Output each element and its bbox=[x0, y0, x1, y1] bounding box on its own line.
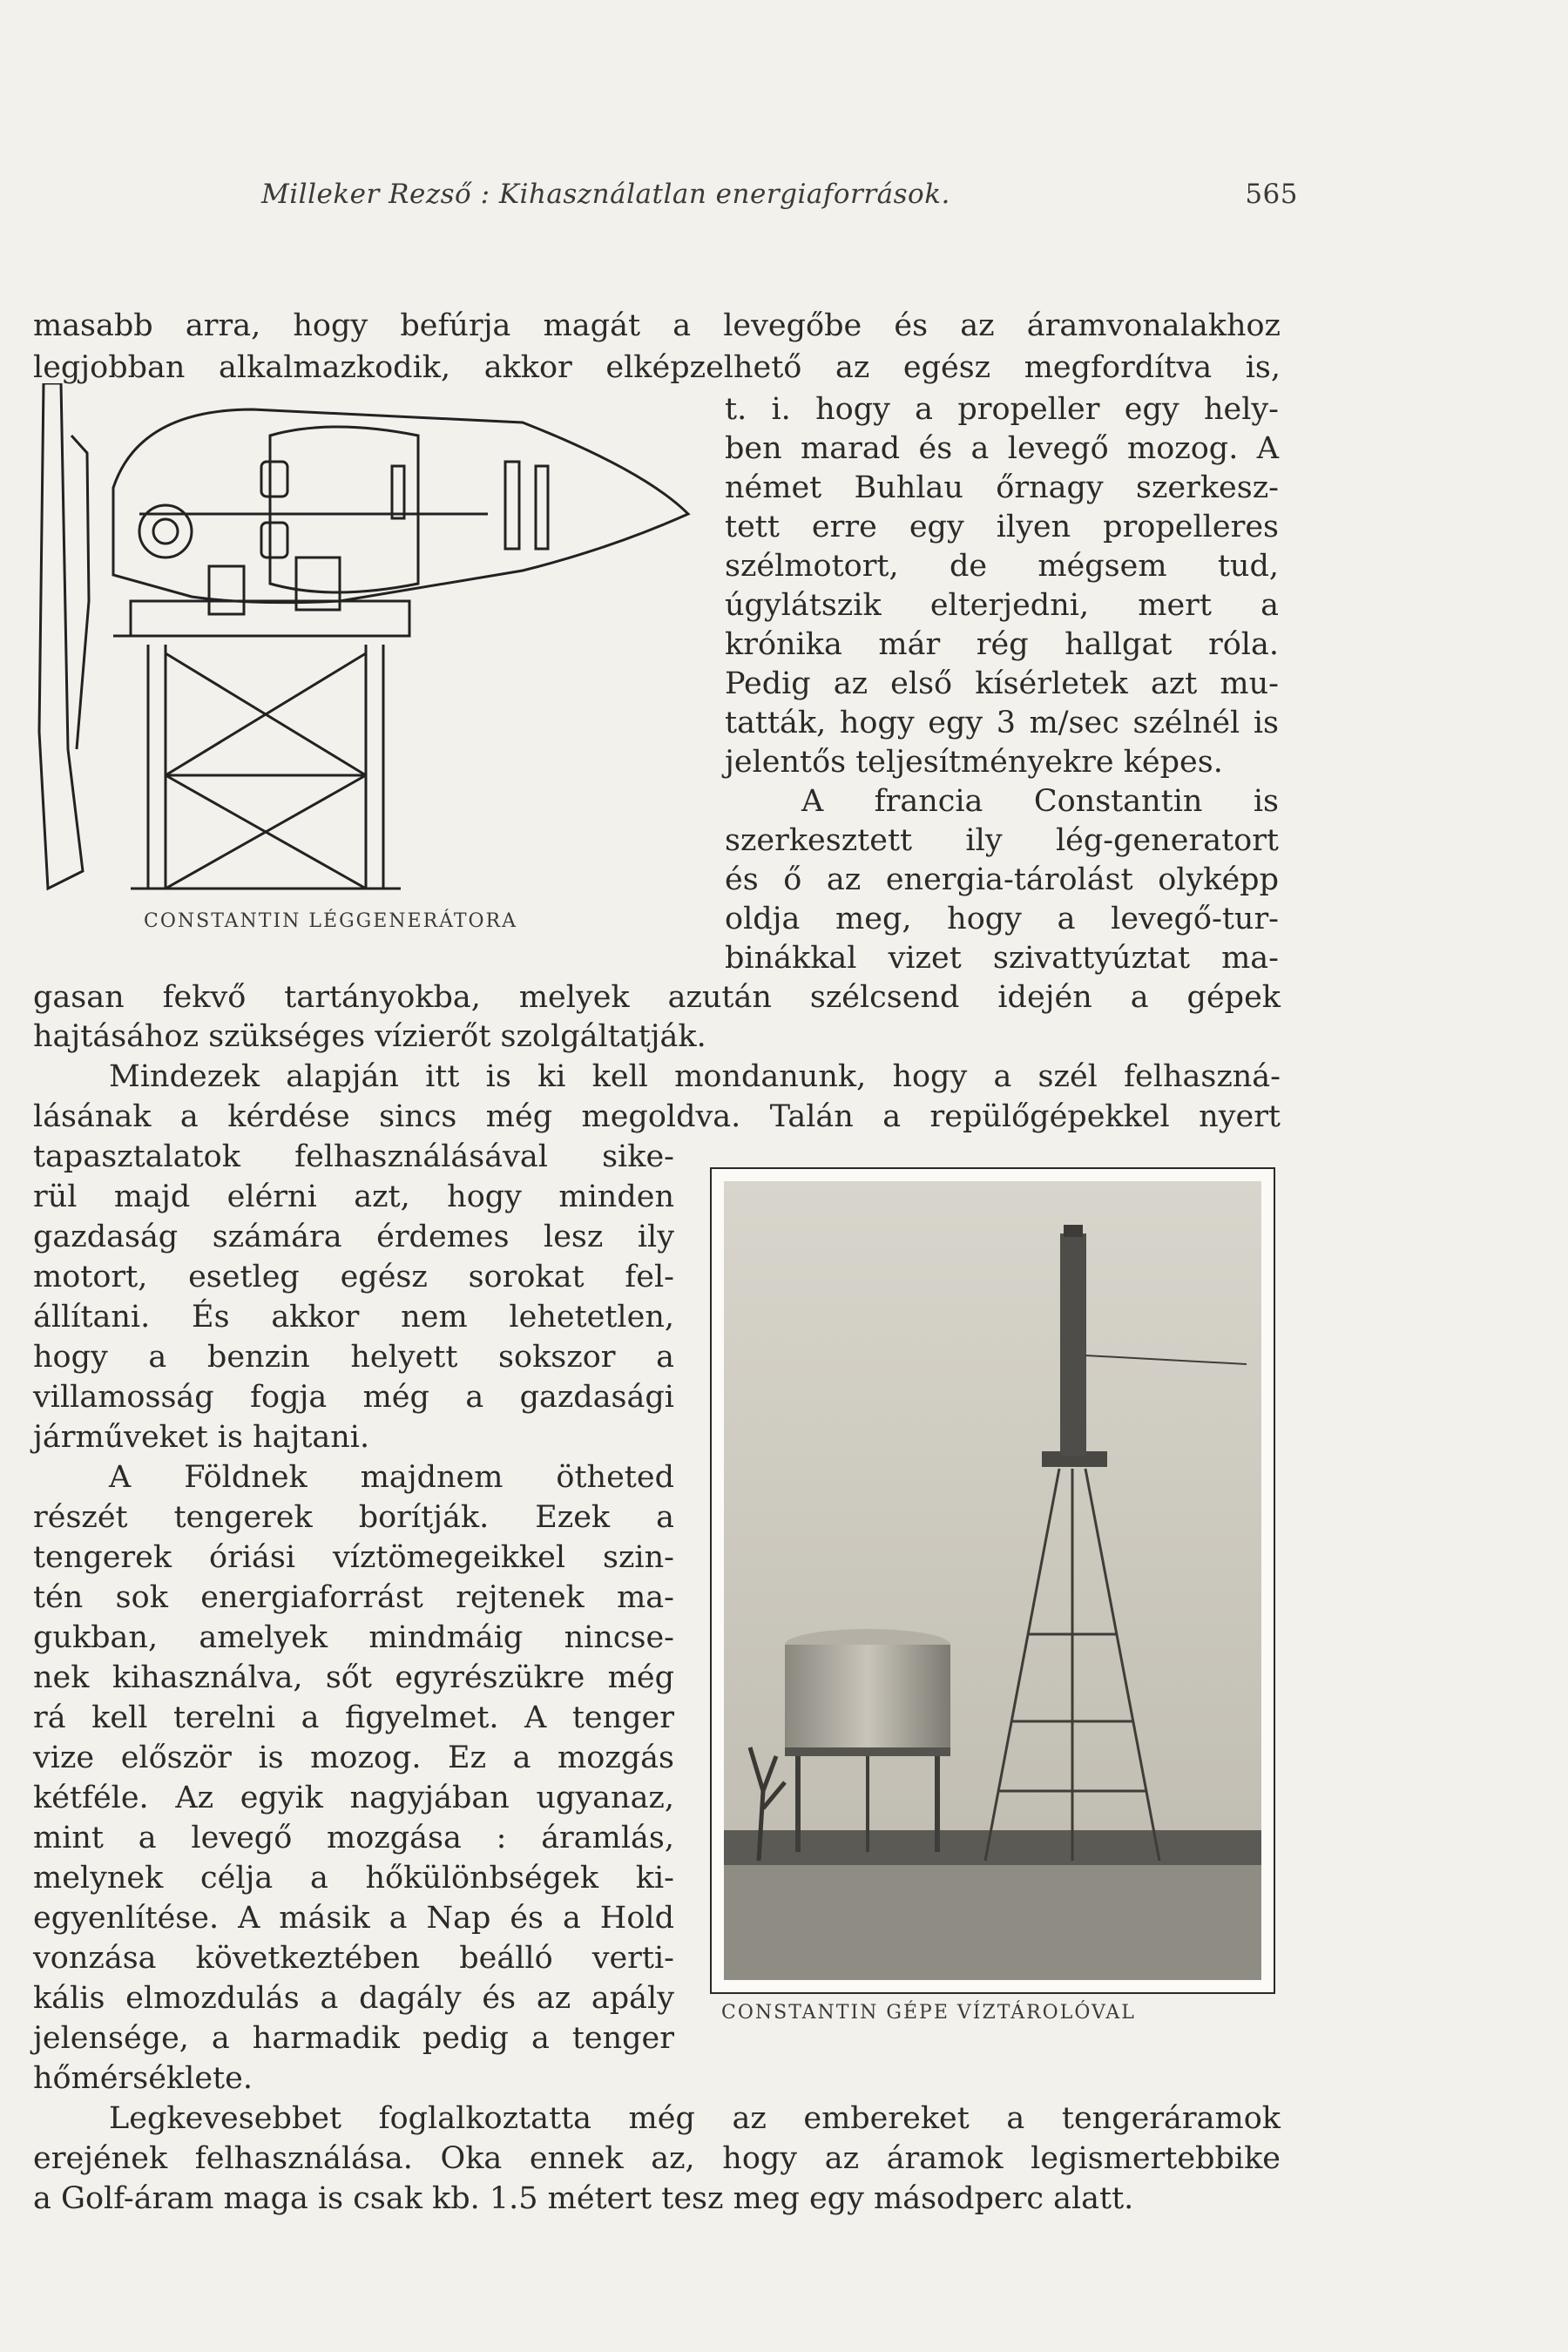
text-line: a Golf-áram maga is csak kb. 1.5 métert tesz meg egy másodperc alatt. bbox=[33, 2181, 1134, 2216]
running-head bbox=[261, 179, 1298, 210]
text-line: villamosság fogja még a gazdasági bbox=[33, 1380, 674, 1415]
text-line: A francia Constantin is bbox=[801, 784, 1279, 819]
text-line: ben marad és a levegő mozog. A bbox=[725, 431, 1279, 466]
text-line: nek kihasználva, sőt egyrészükre még bbox=[33, 1660, 674, 1695]
text-line: mint a levegő mozgása : áramlás, bbox=[33, 1821, 674, 1855]
text-line: tén sok energiaforrást rejtenek ma- bbox=[33, 1580, 674, 1615]
text-line: gasan fekvő tartányokba, melyek azután szélcsend idején a gépek bbox=[33, 980, 1281, 1015]
text-line: szerkesztett ily lég-generatort bbox=[725, 823, 1279, 858]
text-line: egyenlítése. A másik a Nap és a Hold bbox=[33, 1901, 674, 1936]
text-line: rá kell terelni a figyelmet. A tenger bbox=[33, 1700, 674, 1735]
text-line: gukban, amelyek mindmáig nincse- bbox=[33, 1620, 674, 1655]
text-line: úgylátszik elterjedni, mert a bbox=[725, 588, 1279, 623]
text-line: jelentős teljesítményekre képes. bbox=[725, 745, 1223, 780]
figure-caption: CONSTANTIN GÉPE VÍZTÁROLÓVAL bbox=[721, 2002, 1136, 2024]
text-line: binákkal vizet szivattyúztat ma- bbox=[725, 941, 1279, 976]
text-line: hőmérséklete. bbox=[33, 2061, 253, 2096]
text-line: A Földnek majdnem ötheted bbox=[109, 1460, 674, 1495]
running-title: Milleker Rezső : Kihasználatlan energiaforrások. bbox=[261, 179, 950, 210]
text-line: gazdaság számára érdemes lesz ily bbox=[33, 1220, 674, 1254]
text-line: tatták, hogy egy 3 m/sec szélnél is bbox=[725, 706, 1279, 740]
text-line: tett erre egy ilyen propelleres bbox=[725, 510, 1279, 544]
constantin-machine-photo bbox=[724, 1181, 1261, 1980]
text-line: Pedig az első kísérletek azt mu- bbox=[725, 666, 1279, 701]
text-line: masabb arra, hogy befúrja magát a levegőbe és az áramvonalakhoz bbox=[33, 308, 1281, 343]
text-line: hajtásához szükséges vízierőt szolgáltatják. bbox=[33, 1019, 706, 1054]
text-line: oldja meg, hogy a levegő-tur- bbox=[725, 902, 1279, 936]
wind-generator-drawing bbox=[35, 383, 723, 906]
text-line: tengerek óriási víztömegeikkel szin- bbox=[33, 1540, 674, 1575]
page-number: 565 bbox=[1245, 179, 1298, 210]
text-line: lásának a kérdése sincs még megoldva. Talán a repülőgépekkel nyert bbox=[33, 1099, 1281, 1134]
text-line: jelensége, a harmadik pedig a tenger bbox=[33, 2021, 674, 2056]
figure-caption: CONSTANTIN LÉGGENERÁTORA bbox=[144, 910, 518, 932]
text-line: tapasztalatok felhasználásával sike- bbox=[33, 1139, 674, 1174]
text-line: t. i. hogy a propeller egy hely- bbox=[725, 392, 1279, 427]
text-line: német Buhlau őrnagy szerkesz- bbox=[725, 470, 1279, 505]
text-line: és ő az energia-tárolást olyképp bbox=[725, 862, 1279, 897]
text-line: melynek célja a hőkülönbségek ki- bbox=[33, 1861, 674, 1896]
text-line: részét tengerek borítják. Ezek a bbox=[33, 1500, 674, 1535]
text-line: legjobban alkalmazkodik, akkor elképzelhető az egész megfordítva is, bbox=[33, 350, 1281, 385]
text-line: erejének felhasználása. Oka ennek az, hogy az áramok legismertebbike bbox=[33, 2141, 1281, 2176]
text-line: szélmotort, de mégsem tud, bbox=[725, 549, 1279, 584]
text-line: Mindezek alapján itt is ki kell mondanunk, hogy a szél felhaszná- bbox=[109, 1059, 1281, 1094]
text-line: járműveket is hajtani. bbox=[33, 1420, 370, 1455]
text-line: kétféle. Az egyik nagyjában ugyanaz, bbox=[33, 1781, 674, 1815]
text-line: kális elmozdulás a dagály és az apály bbox=[33, 1981, 674, 2016]
text-line: Legkevesebbet foglalkoztatta még az embereket a tengeráramok bbox=[109, 2101, 1281, 2136]
photo-frame bbox=[710, 1167, 1275, 1994]
text-line: hogy a benzin helyett sokszor a bbox=[33, 1340, 674, 1375]
text-line: rül majd elérni azt, hogy minden bbox=[33, 1179, 674, 1214]
text-line: vize először is mozog. Ez a mozgás bbox=[33, 1740, 674, 1775]
text-line: állítani. És akkor nem lehetetlen, bbox=[33, 1300, 674, 1335]
text-line: krónika már rég hallgat róla. bbox=[725, 627, 1279, 662]
text-line: vonzása következtében beálló verti- bbox=[33, 1941, 674, 1976]
text-line: motort, esetleg egész sorokat fel- bbox=[33, 1260, 674, 1294]
